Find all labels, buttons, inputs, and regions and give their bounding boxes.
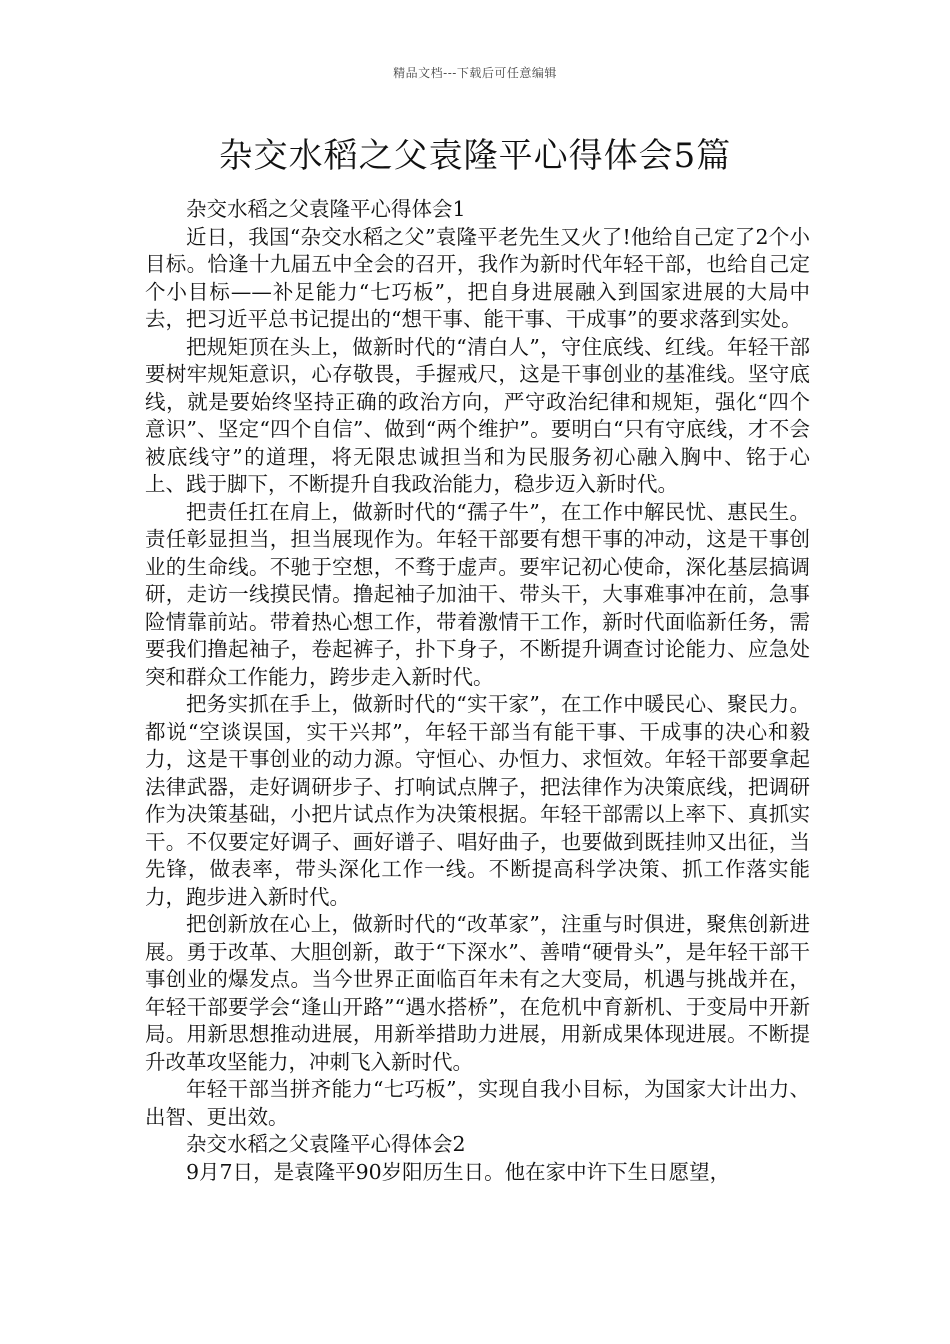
paragraph-birthday: 9月7日，是袁隆平90岁阳历生日。他在家中许下生日愿望， (186, 1159, 731, 1184)
paragraph-rules: 把规矩顶在头上，做新时代的“清白人”，守住底线、红线。年轻干部要树牢规矩意识，心存敬畏，手握戒尺，这是干事创业的基准线。坚守底线，就是要始终坚持正确的政治方向，严守政治纪律和规矩，强化“四个意识”、坚定“四个自信”、做到“两个维护”。要明白“只有守底线，才不会被底线守”的道理，将无限忠诚担当和为民服务初心融入胸中、铭于心上、践于脚下，不断提升自我政治能力，稳步迈入新时代。 (145, 334, 810, 496)
paragraph-pragmatism: 把务实抓在手上，做新时代的“实干家”，在工作中暖民心、聚民力。都说“空谈误国，实干兴邦”，年轻干部当有能干事、干成事的决心和毅力，这是干事创业的动力源。守恒心、办恒力、求恒效。年轻干部要拿起法律武器，走好调研步子、打响试点牌子，把法律作为决策底线，把调研作为决策基础，小把片试点作为决策根据。年轻干部需以上率下、真抓实干。不仅要定好调子、画好谱子、唱好曲子，也要做到既挂帅又出征，当先锋，做表率，带头深化工作一线。不断提高科学决策、抓工作落实能力，跑步进入新时代。 (145, 692, 810, 909)
paragraph-conclusion: 年轻干部当拼齐能力“七巧板”，实现自我小目标，为国家大计出力、出智、更出效。 (145, 1077, 810, 1129)
paragraph-responsibility: 把责任扛在肩上，做新时代的“孺子牛”，在工作中解民忧、惠民生。责任彰显担当，担当展现作为。年轻干部要有想干事的冲动，这是干事创业的生命线。不驰于空想，不骛于虚声。要牢记初心使命，深化基层搞调研，走访一线摸民情。撸起袖子加油干、带头干，大事难事冲在前，急事险情靠前站。带着热心想工作，带着激情干工作，新时代面临新任务，需要我们撸起袖子，卷起裤子，扑下身子，不断提升调查讨论能力、应急处突和群众工作能力，跨步走入新时代。 (145, 499, 810, 689)
paragraph-intro: 近日，我国“杂交水稻之父”袁隆平老先生又火了!他给自己定了2个小目标。恰逢十九届五中全会的召开，我作为新时代年轻干部，也给自己定个小目标——补足能力“七巧板”，把自身进展融入到国家进展的大局中去，把习近平总书记提出的“想干事、能干事、干成事”的要求落到实处。 (145, 224, 810, 331)
section-heading-2: 杂交水稻之父袁隆平心得体会2 (186, 1132, 466, 1156)
paragraph-innovation: 把创新放在心上，做新时代的“改革家”，注重与时俱进，聚焦创新进展。勇于改革、大胆创新，敢于“下深水”、善啃“硬骨头”，是年轻干部干事创业的爆发点。当今世界正面临百年未有之大变局，机遇与挑战并在，年轻干部要学会“逢山开路”“遇水搭桥”，在危机中育新机、于变局中开新局。用新思想推动进展，用新举措助力进展，用新成果体现进展。不断提升改革攻坚能力，冲刺飞入新时代。 (145, 912, 810, 1074)
document-body (145, 196, 810, 1186)
section-heading-1: 杂交水稻之父袁隆平心得体会1 (186, 197, 466, 221)
document-title: 杂交水稻之父袁隆平心得体会5篇 (218, 136, 732, 176)
header-note: 精品文档---下载后可任意编辑 (393, 66, 557, 80)
